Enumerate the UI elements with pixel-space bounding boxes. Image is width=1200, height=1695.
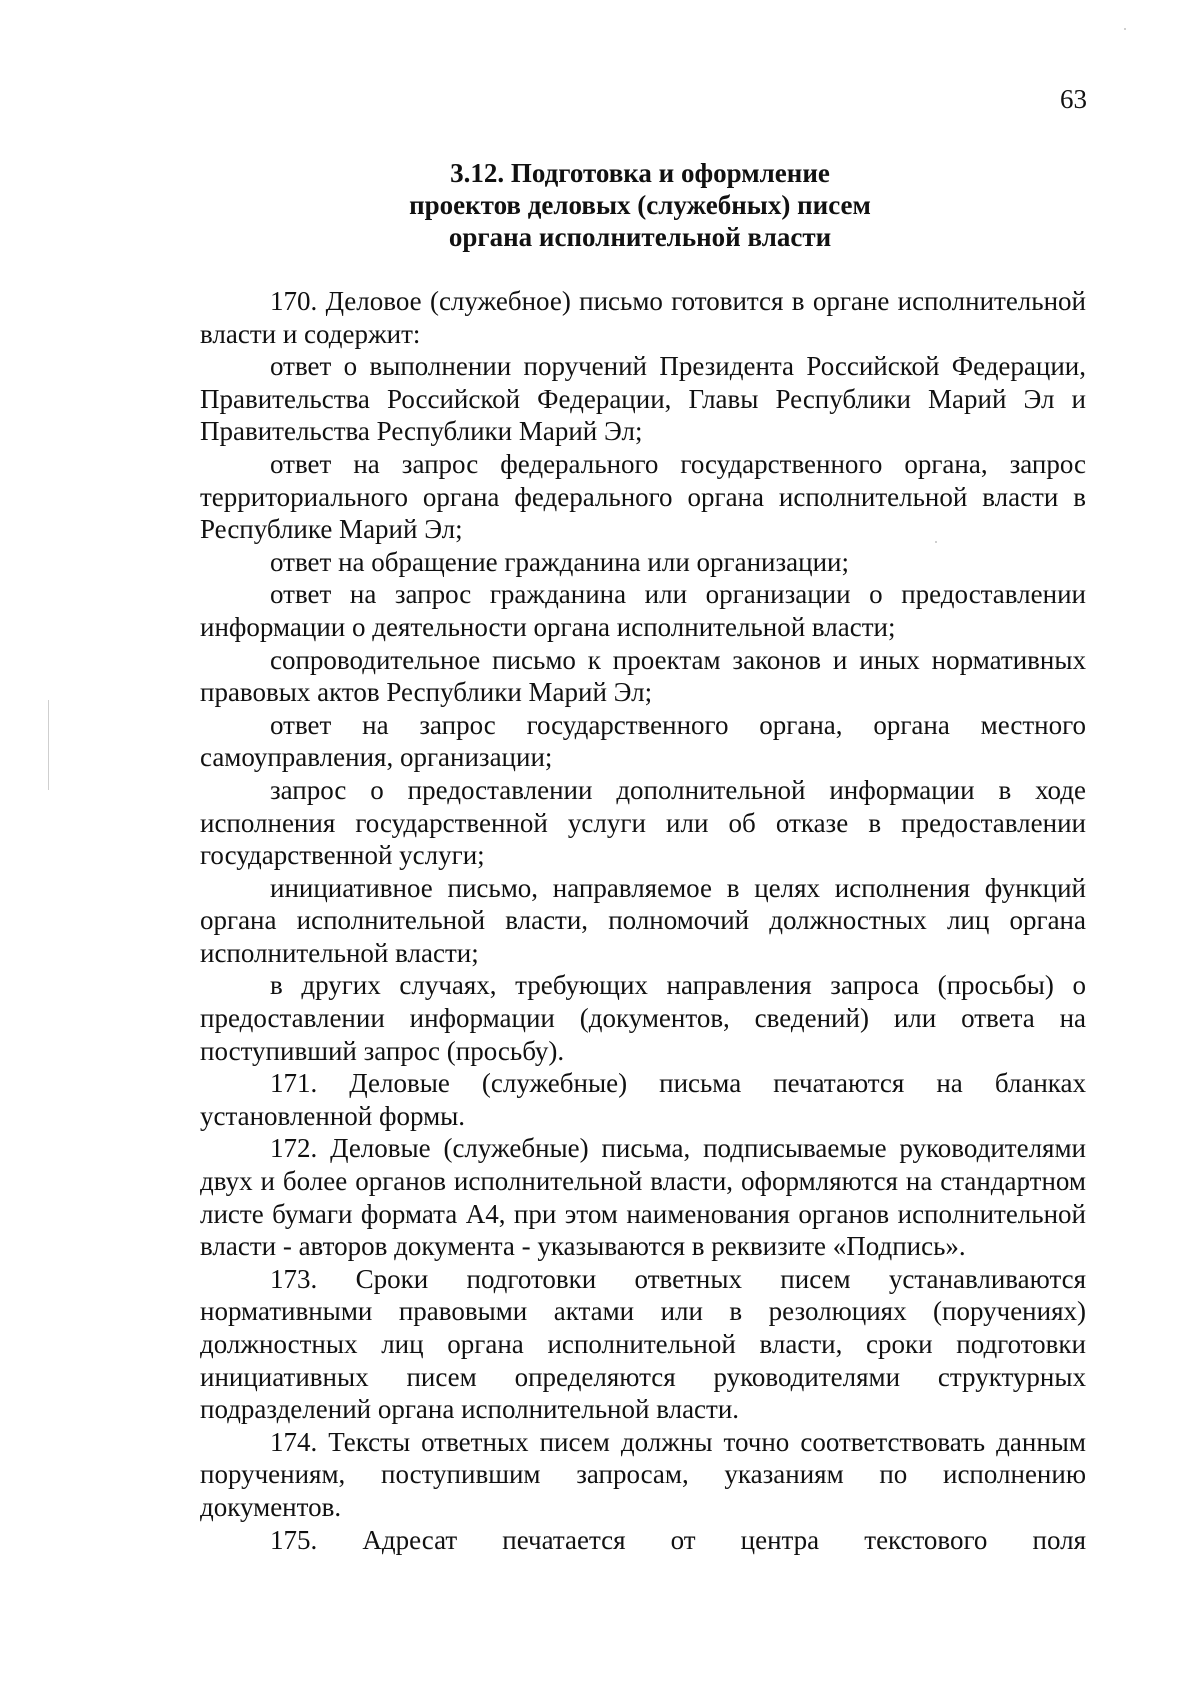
- section-heading: [200, 157, 1080, 253]
- paragraph-174: 174. Тексты ответных писем должны точно соответствовать данным поручениям, поступившим запросам, указаниям по исполнению документов.: [200, 1426, 1086, 1522]
- page-number: 63: [1060, 84, 1087, 114]
- list-item-cover-letter: сопроводительное письмо к проектам законов и иных нормативных правовых актов Республики Марий Эл;: [200, 644, 1086, 708]
- scan-artifact-line: [48, 700, 49, 790]
- scan-artifact-dot: [935, 541, 937, 543]
- paragraph-175: 175. Адресат печатается от центра текстового поля: [270, 1524, 1086, 1555]
- heading-line-2: проектов деловых (служебных) писем: [409, 190, 871, 220]
- paragraph-170: 170. Деловое (служебное) письмо готовится в органе исполнительной власти и содержит:: [200, 286, 1086, 349]
- list-item-federal-request: ответ на запрос федерального государственного органа, запрос территориального органа федерального органа исполнительной власти в Республике Марий Эл;: [200, 448, 1086, 545]
- list-item-initiative-letter: инициативное письмо, направляемое в целях исполнения функций органа исполнительной власти, полномочий должностных лиц органа исполнительной власти;: [200, 872, 1086, 968]
- paragraph-173: 173. Сроки подготовки ответных писем устанавливаются нормативными правовыми актами или в резолюциях (поручениях) должностных лиц органа исполнительной власти, сроки подготовки инициативных писем определяются руководителями структурных подразделений органа исполнительной власти.: [200, 1263, 1086, 1425]
- list-item-information-request: ответ на запрос гражданина или организации о предоставлении информации о деятельности органа исполнительной власти;: [200, 579, 1086, 642]
- list-item-state-body-request: ответ на запрос государственного органа, органа местного самоуправления, организации;: [200, 709, 1086, 773]
- paragraph-172: 172. Деловые (служебные) письма, подписываемые руководителями двух и более органов исполнительной власти, оформляются на стандартном листе бумаги формата А4, при этом наименования органов исполнительной власти - авторов документа - указываются в реквизите «Подпись».: [200, 1133, 1086, 1262]
- heading-line-1: 3.12. Подготовка и оформление: [450, 158, 830, 188]
- list-item-citizen-appeal: ответ на обращение гражданина или организации;: [270, 546, 849, 577]
- list-item-other-cases: в других случаях, требующих направления запроса (просьбы) о предоставлении информации (документов, сведений) или ответа на поступивший запрос (просьбу).: [200, 970, 1086, 1066]
- paragraph-171: 171. Деловые (служебные) письма печатаются на бланках установленной формы.: [200, 1068, 1086, 1131]
- heading-line-3: органа исполнительной власти: [448, 222, 832, 252]
- scan-artifact-dot: [1124, 28, 1126, 30]
- list-item-additional-info: запрос о предоставлении дополнительной информации в ходе исполнения государственной услуги или об отказе в предоставлении государственной услуги;: [200, 774, 1086, 871]
- document-body: [200, 285, 1086, 1556]
- list-item-president-orders: ответ о выполнении поручений Президента Российской Федерации, Правительства Российской Федерации, Главы Республики Марий Эл и Правительства Республики Марий Эл;: [200, 351, 1086, 447]
